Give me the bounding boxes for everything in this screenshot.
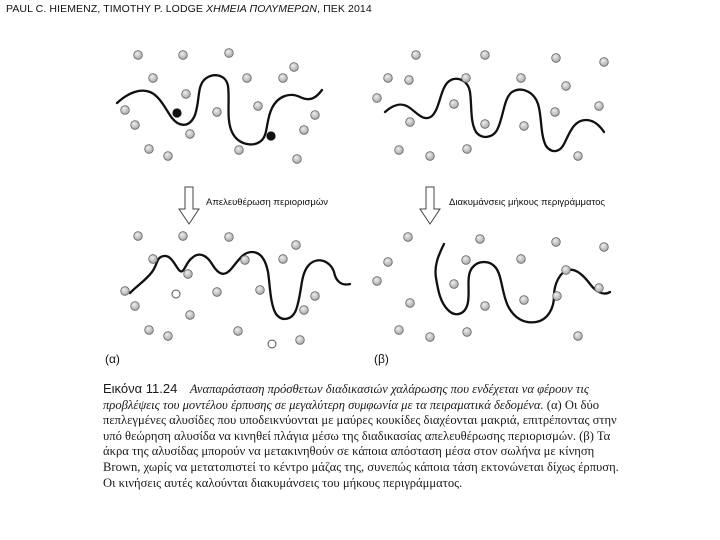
header-publisher: , ΠΕΚ 2014: [317, 3, 372, 15]
panel-b-label: (β): [374, 352, 389, 366]
right-arrow-label: Διακυμάνσεις μήκους περιγράμματος: [449, 197, 605, 208]
left-down-arrow: [179, 187, 199, 224]
obstacle-dots-bottom-left: [121, 232, 320, 345]
obstacle-dots-bottom-right: [373, 233, 609, 342]
right-down-arrow: [420, 187, 440, 224]
caption-headline: Αναπαράσταση πρόσθετων διαδικασιών χαλάρωσης που ενδέχεται να φέρουν τις προβλέψεις του μοντέλου έρπυσης σε μεγαλύτερη συμφωνία με τα πειραματικά δεδομένα.: [103, 382, 590, 412]
chain-top-right: [385, 79, 604, 151]
panel-a-label: (α): [105, 352, 120, 366]
released-dot-outline: [268, 340, 276, 348]
entanglement-dot: [266, 131, 275, 140]
released-dot-outline: [172, 290, 180, 298]
figure-caption: [103, 381, 623, 491]
entanglement-dot: [172, 108, 181, 117]
obstacle-dots-top-left: [121, 49, 320, 164]
left-arrow-label: Απελευθέρωση περιορισμών: [206, 197, 329, 208]
caption-figure-number: Εικόνα 11.24: [103, 381, 178, 396]
caption-body: (α) Οι δύο πεπλεγμένες αλυσίδες που υποδεικνύονται με μαύρες κουκίδες διαχέονται μακριά, επιτρέποντας στην υπό θεώρηση αλυσίδα να κινηθεί πλάγια μέσω της διαδικασίας απελευθέρωσης περιορισμών. (β) Τα άκρα της αλυσίδας μπορούν να μετακινηθούν σε κάποια απόσταση μέσα στον σωλήνα με κίνηση Brown, χωρίς να μετατοπιστεί το κέντρο μάζας της, συνεπώς κάποια τάση εκτονώνεται δίχως έρπυση. Οι κινήσεις αυτές καλούνται διακυμάνσεις του μήκους περιγράμματος.: [103, 397, 619, 490]
header-authors: PAUL C. HIEMENZ, TIMOTHY P. LODGE: [6, 3, 207, 15]
header-book-title: ΧΗΜΕΙΑ ΠΟΛΥΜΕΡΩΝ: [206, 3, 318, 15]
chain-bottom-left: [130, 252, 350, 319]
